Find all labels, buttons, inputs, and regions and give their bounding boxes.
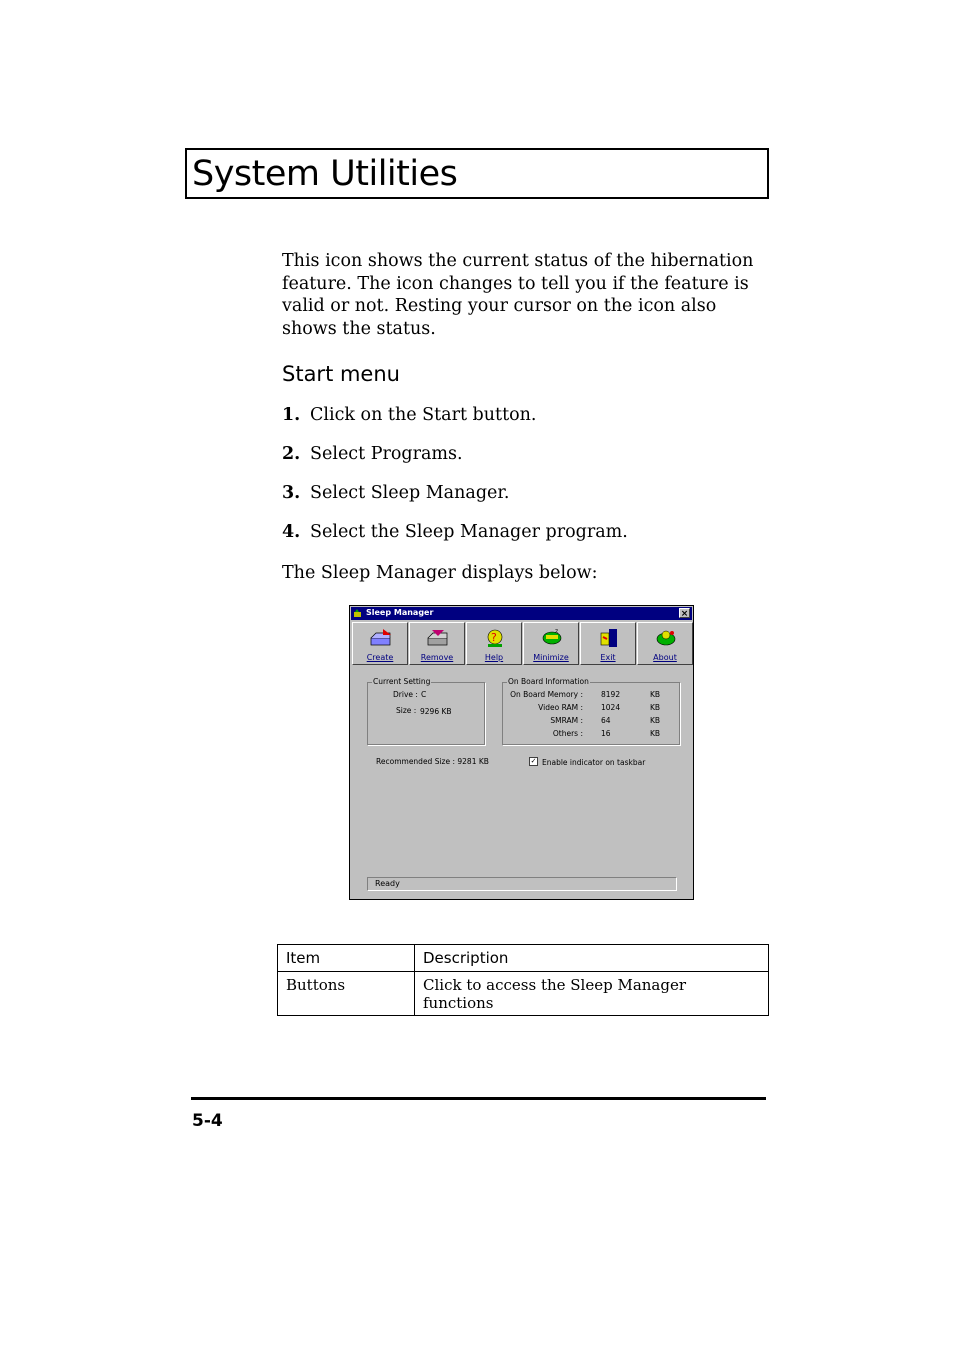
step-text: Select Sleep Manager.: [310, 483, 510, 503]
status-bar: Ready: [367, 877, 677, 891]
onboard-memory-value: 8192: [601, 690, 621, 699]
remove-icon: [426, 627, 450, 649]
minimize-icon: [540, 627, 564, 649]
page-number: 5-4: [192, 1111, 223, 1131]
cell-description: Click to access the Sleep Manager functions: [415, 972, 769, 1016]
window-close-button[interactable]: ×: [680, 609, 689, 619]
create-icon: [369, 627, 393, 649]
others-unit: KB: [650, 729, 661, 738]
onboard-memory-label: On Board Memory :: [510, 690, 583, 699]
create-label: Create: [366, 653, 394, 662]
screenshot-caption: The Sleep Manager displays below:: [282, 563, 598, 583]
cell-item: Buttons: [278, 972, 415, 1016]
intro-paragraph: This icon shows the current status of the hibernation feature. The icon changes to tell you if the feature is valid or not. Resting your cursor on the icon also shows the status.: [282, 251, 754, 340]
step-number: 2.: [282, 444, 301, 464]
steps-list: [282, 404, 628, 560]
header-item: Item: [278, 945, 415, 972]
drive-label: Drive :: [393, 690, 418, 699]
minimize-button[interactable]: [523, 622, 579, 665]
about-button[interactable]: [637, 622, 693, 665]
others-value: 16: [601, 729, 611, 738]
remove-label: Remove: [420, 653, 454, 662]
video-ram-value: 1024: [601, 703, 621, 712]
step-item: [282, 404, 628, 443]
svg-text:?: ?: [491, 631, 497, 644]
chapter-header-box: [185, 148, 769, 199]
video-ram-unit: KB: [650, 703, 661, 712]
window-titlebar: [351, 607, 692, 620]
help-icon: [483, 627, 507, 649]
minimize-label: Minimize: [533, 653, 569, 662]
svg-text:z: z: [555, 628, 559, 635]
footer-rule: [191, 1097, 766, 1100]
exit-icon: [597, 627, 621, 649]
sleep-manager-window: [349, 605, 694, 900]
smram-unit: KB: [650, 716, 661, 725]
remove-button[interactable]: [409, 622, 465, 665]
step-text: Click on the Start button.: [310, 405, 537, 425]
current-setting-group: [367, 677, 485, 745]
help-label: Help: [484, 653, 504, 662]
table-header-row: [278, 945, 769, 972]
step-number: 4.: [282, 522, 301, 542]
onboard-info-group: [502, 677, 680, 745]
onboard-info-label: On Board Information: [508, 677, 589, 686]
smram-value: 64: [601, 716, 611, 725]
step-text: Select the Sleep Manager program.: [310, 522, 628, 542]
section-heading: Start menu: [282, 362, 400, 386]
step-item: [282, 482, 628, 521]
window-title: Sleep Manager: [366, 608, 434, 617]
header-description: Description: [415, 945, 769, 972]
size-value: 9296 KB: [420, 707, 452, 716]
chapter-title: System Utilities: [192, 154, 458, 194]
step-item: [282, 521, 628, 560]
sleep-manager-app-icon: [353, 609, 362, 618]
others-label: Others :: [552, 729, 583, 738]
step-number: 3.: [282, 483, 301, 503]
exit-label: Exit: [600, 653, 616, 662]
toolbar: [352, 622, 691, 666]
recommended-size: Recommended Size : 9281 KB: [376, 757, 489, 766]
drive-value: C: [421, 690, 427, 699]
table-row: [278, 972, 769, 1016]
step-item: [282, 443, 628, 482]
onboard-memory-unit: KB: [650, 690, 661, 699]
exit-button[interactable]: [580, 622, 636, 665]
smram-label: SMRAM :: [550, 716, 583, 725]
size-label: Size :: [396, 706, 417, 715]
indicator-checkbox[interactable]: ✓: [530, 757, 537, 765]
help-button[interactable]: [466, 622, 522, 665]
indicator-checkbox-label: Enable indicator on taskbar: [542, 758, 646, 767]
current-setting-label: Current Setting: [373, 677, 431, 686]
item-description-table: [277, 944, 769, 1016]
about-icon: [654, 627, 678, 649]
video-ram-label: Video RAM :: [538, 703, 583, 712]
step-text: Select Programs.: [310, 444, 463, 464]
create-button[interactable]: [352, 622, 408, 665]
about-label: About: [653, 653, 677, 662]
step-number: 1.: [282, 405, 301, 425]
